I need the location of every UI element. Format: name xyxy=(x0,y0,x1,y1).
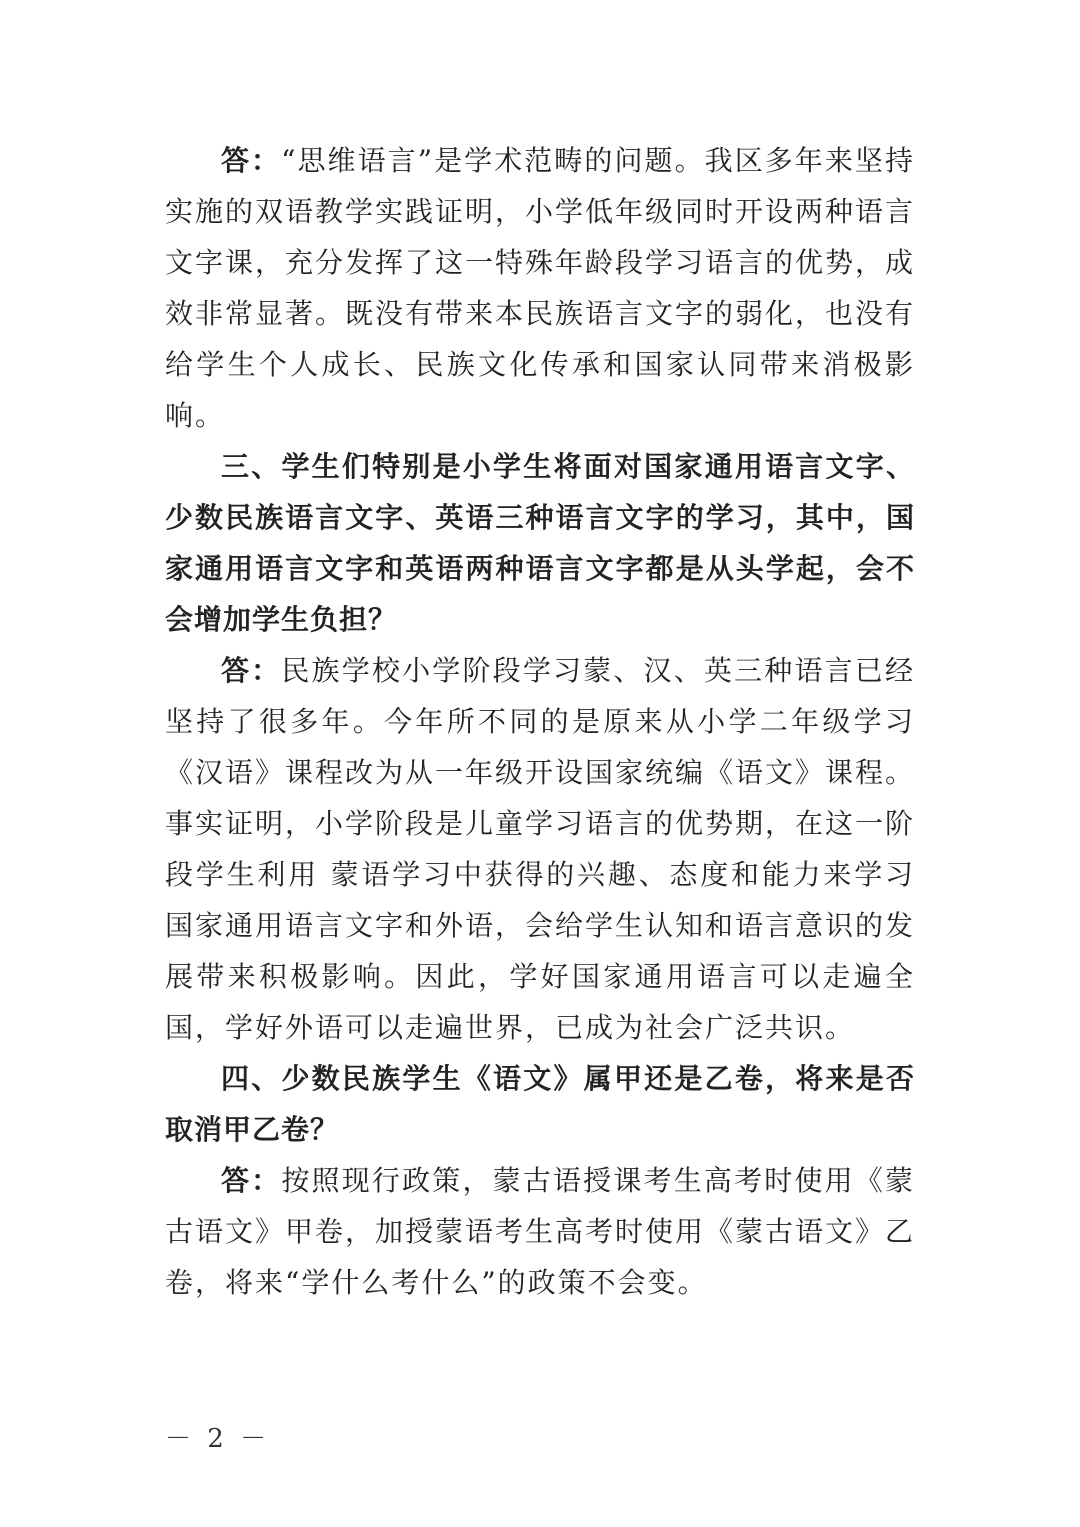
question-4: 四、少数民族学生《语文》属甲还是乙卷，将来是否取消甲乙卷？ xyxy=(165,1062,915,1146)
body-text xyxy=(165,135,915,1308)
answer-label: 答： xyxy=(221,144,282,177)
answer-label: 答： xyxy=(221,1164,282,1197)
answer-text: 民族学校小学阶段学习蒙、汉、英三种语言已经坚持了很多年。今年所不同的是原来从小学二年级学习《汉语》课程改为从一年级开设国家统编《语文》课程。事实证明，小学阶段是儿童学习语言的优势期，在这一阶段学生利用 蒙语学习中获得的兴趣、态度和能力来学习国家通用语言文字和外语，会给学生认知和语言意识的发展带来积极影响。因此，学好国家通用语言可以走遍全国，学好外语可以走遍世界，已成为社会广泛共识。 xyxy=(165,654,916,1044)
answer-paragraph-3 xyxy=(165,1155,915,1308)
answer-label: 答： xyxy=(221,654,282,687)
answer-text: “思维语言”是学术范畴的问题。我区多年来坚持实施的双语教学实践证明，小学低年级同时开设两种语言文字课，充分发挥了这一特殊年龄段学习语言的优势，成效非常显著。既没有带来本民族语言文字的弱化，也没有给学生个人成长、民族文化传承和国家认同带来消极影响。 xyxy=(165,144,916,432)
question-3: 三、学生们特别是小学生将面对国家通用语言文字、少数民族语言文字、英语三种语言文字的学习，其中，国家通用语言文字和英语两种语言文字都是从头学起，会不会增加学生负担？ xyxy=(165,450,915,636)
page-number: － 2 － xyxy=(165,1424,271,1454)
answer-paragraph-2 xyxy=(165,645,915,1053)
answer-paragraph-1 xyxy=(165,135,915,441)
answer-text: 按照现行政策，蒙古语授课考生高考时使用《蒙古语文》甲卷，加授蒙语考生高考时使用《蒙古语文》乙卷，将来“学什么考什么”的政策不会变。 xyxy=(165,1164,916,1299)
